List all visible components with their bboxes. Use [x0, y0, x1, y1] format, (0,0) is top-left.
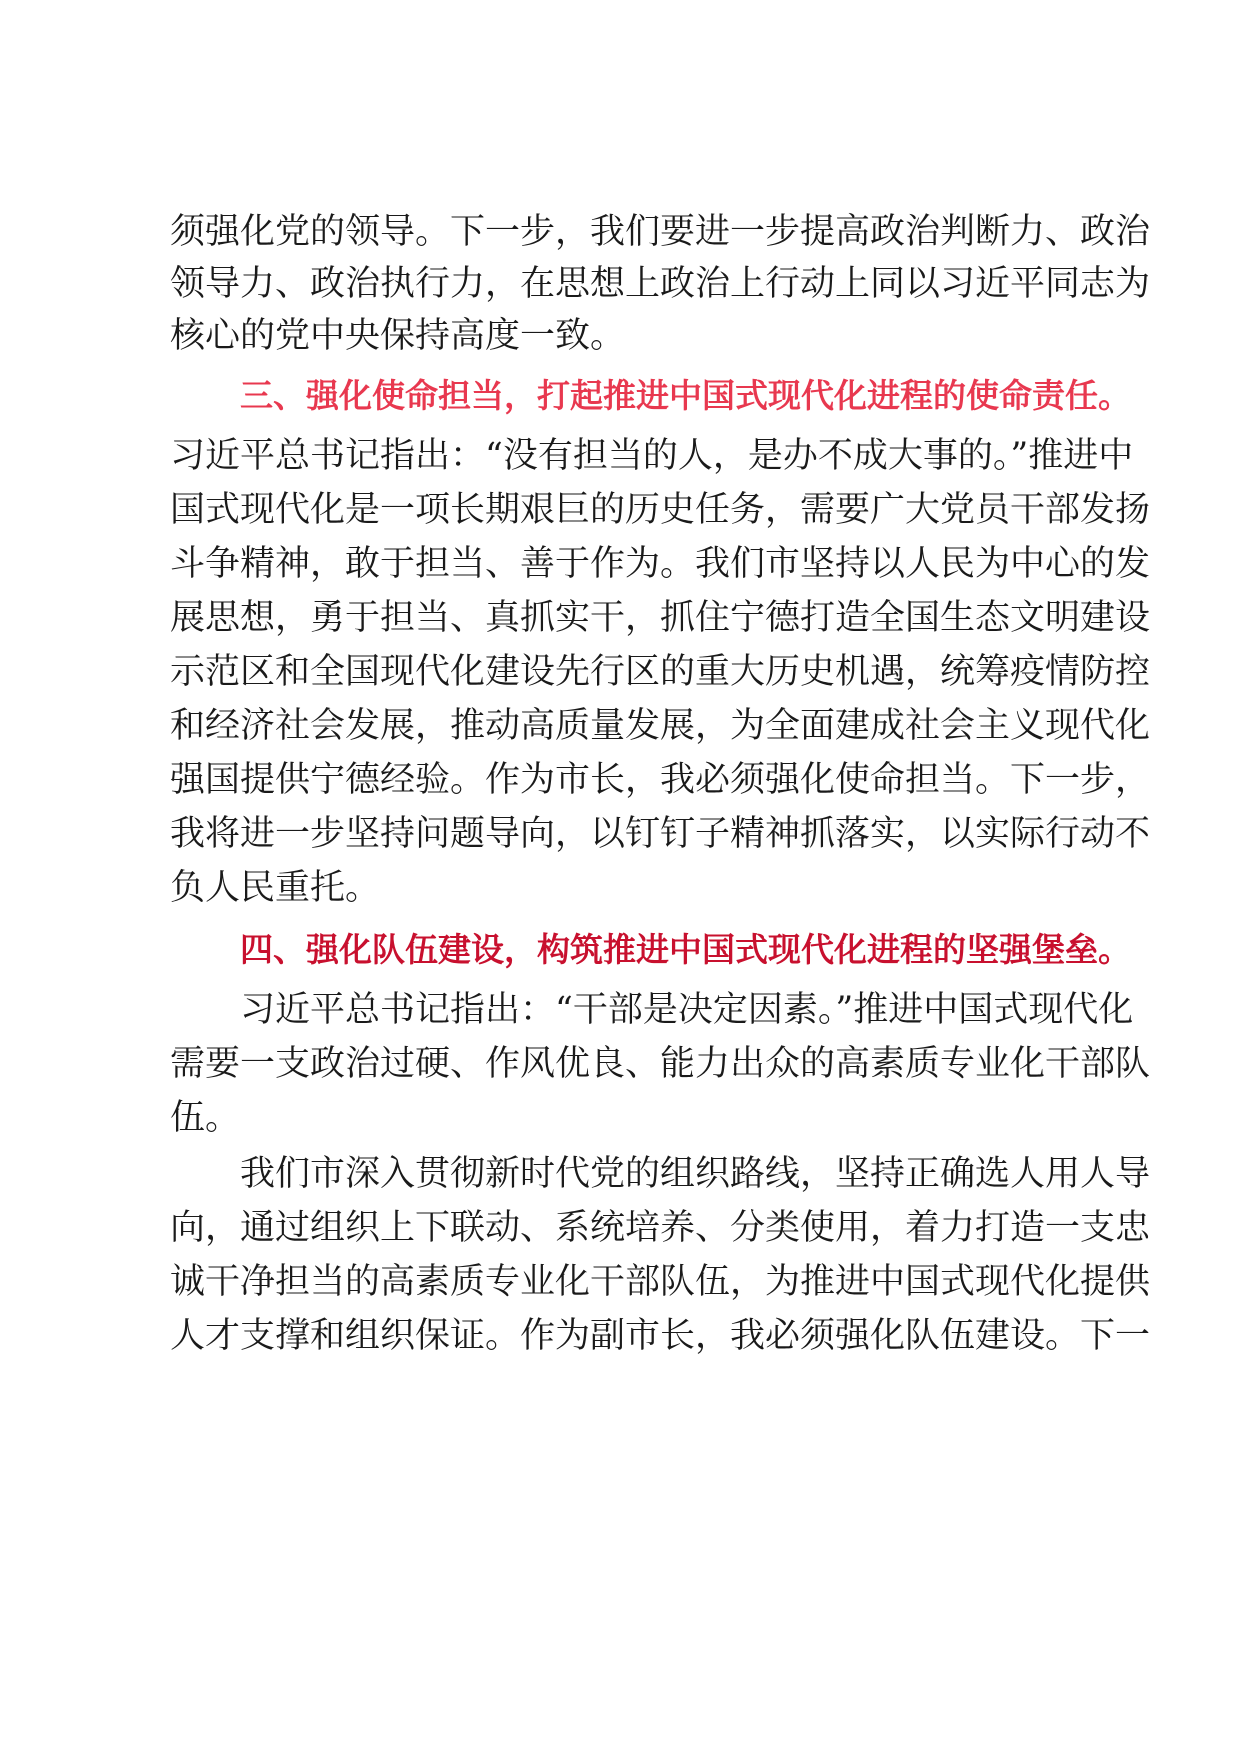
- paragraph-line: 和经济社会发展，推动高质量发展，为全面建成社会主义现代化: [170, 706, 1151, 746]
- paragraph-line: 示范区和全国现代化建设先行区的重大历史机遇，统筹疫情防控: [170, 652, 1151, 692]
- paragraph-line: 向，通过组织上下联动、系统培养、分类使用，着力打造一支忠: [170, 1208, 1151, 1248]
- section-heading-four: 四、强化队伍建设，构筑推进中国式现代化进程的坚强堡垒。: [240, 930, 1131, 969]
- paragraph-line: 需要一支政治过硬、作风优良、能力出众的高素质专业化干部队: [170, 1044, 1151, 1084]
- section-heading-three: 三、强化使命担当，打起推进中国式现代化进程的使命责任。: [240, 376, 1131, 415]
- document-page: [170, 0, 1151, 1754]
- paragraph-line: 人才支撑和组织保证。作为副市长，我必须强化队伍建设。下一: [170, 1316, 1151, 1356]
- paragraph-line: 展思想，勇于担当、真抓实干，抓住宁德打造全国生态文明建设: [170, 598, 1151, 638]
- paragraph-line: 我们市深入贯彻新时代党的组织路线，坚持正确选人用人导: [240, 1154, 1151, 1194]
- paragraph-line: 须强化党的领导。下一步，我们要进一步提高政治判断力、政治: [170, 212, 1151, 252]
- paragraph-line: 诚干净担当的高素质专业化干部队伍，为推进中国式现代化提供: [170, 1262, 1151, 1302]
- paragraph-line: 伍。: [170, 1098, 241, 1138]
- paragraph-line: 习近平总书记指出：“没有担当的人，是办不成大事的。”推进中: [170, 436, 1134, 476]
- paragraph-line: 斗争精神，敢于担当、善于作为。我们市坚持以人民为中心的发: [170, 544, 1151, 584]
- paragraph-line: 国式现代化是一项长期艰巨的历史任务，需要广大党员干部发扬: [170, 490, 1151, 530]
- paragraph-line: 强国提供宁德经验。作为市长，我必须强化使命担当。下一步，: [170, 760, 1151, 800]
- paragraph-line: 负人民重托。: [170, 868, 381, 908]
- paragraph-line: 领导力、政治执行力，在思想上政治上行动上同以习近平同志为: [170, 264, 1151, 304]
- paragraph-line: 习近平总书记指出：“干部是决定因素。”推进中国式现代化: [240, 990, 1134, 1030]
- paragraph-line: 核心的党中央保持高度一致。: [170, 316, 626, 356]
- paragraph-line: 我将进一步坚持问题导向，以钉钉子精神抓落实，以实际行动不: [170, 814, 1151, 854]
